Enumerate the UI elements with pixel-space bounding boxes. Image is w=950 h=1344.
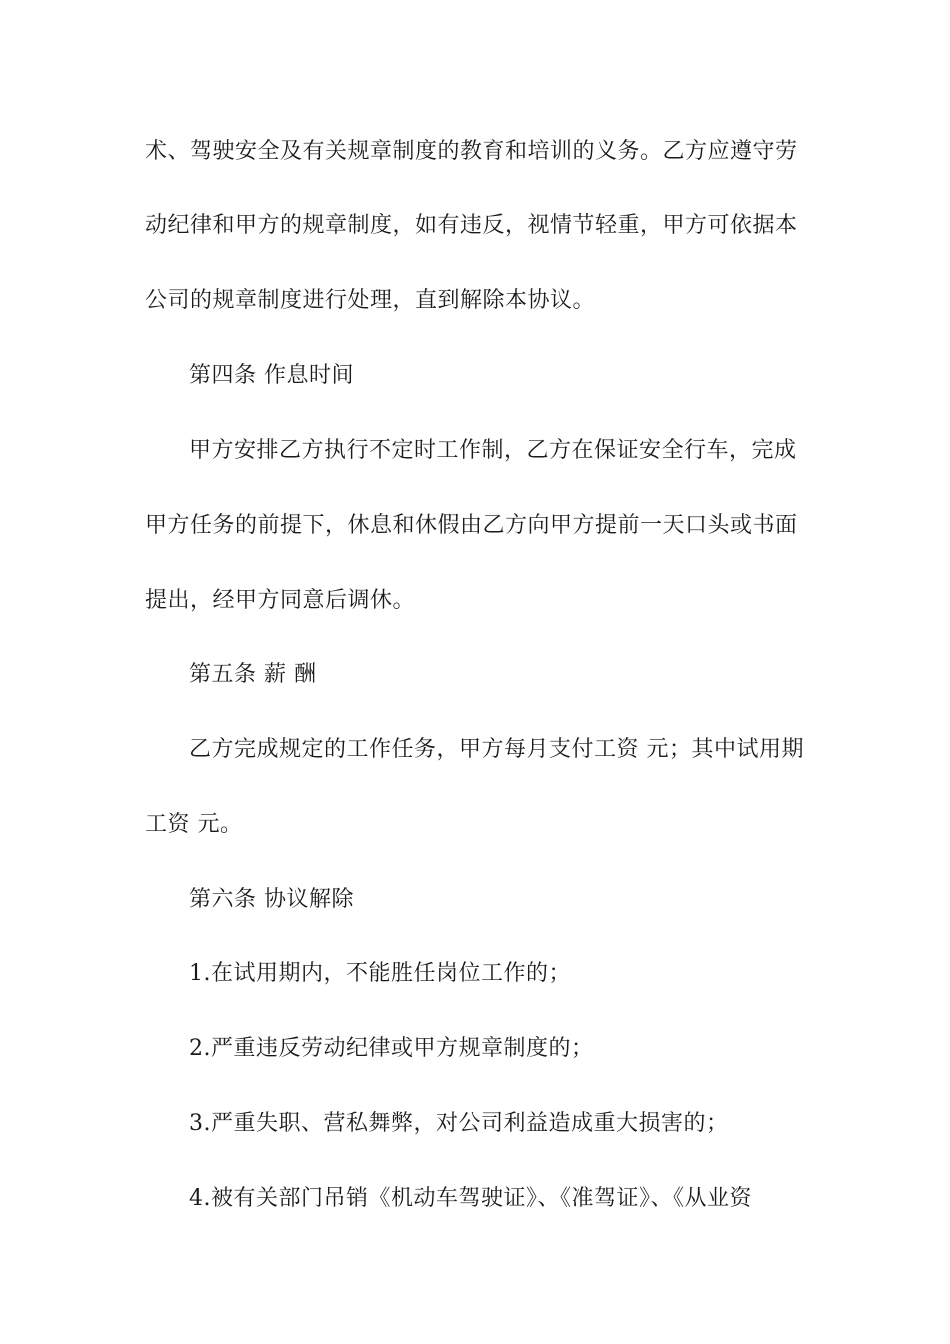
paragraph-line: 公司的规章制度进行处理，直到解除本协议。 (145, 288, 596, 313)
paragraph-line: 动纪律和甲方的规章制度，如有违反，视情节轻重，甲方可依据本 (145, 213, 798, 238)
paragraph-line: 甲方安排乙方执行不定时工作制，乙方在保证安全行车，完成 (189, 438, 797, 463)
section-heading: 第五条 薪 酬 (189, 662, 317, 687)
list-item: 3.严重失职、营私舞弊，对公司利益造成重大损害的； (189, 1111, 729, 1136)
list-item: 4.被有关部门吊销《机动车驾驶证》、《准驾证》、《从业资 (189, 1186, 752, 1211)
paragraph-line: 提出，经甲方同意后调休。 (145, 588, 416, 613)
paragraph-line: 工资 元。 (145, 812, 243, 837)
paragraph-line: 术、驾驶安全及有关规章制度的教育和培训的义务。乙方应遵守劳 (145, 139, 798, 164)
paragraph-line: 乙方完成规定的工作任务，甲方每月支付工资 元；其中试用期 (189, 737, 804, 762)
section-heading: 第四条 作息时间 (189, 363, 354, 388)
section-heading: 第六条 协议解除 (189, 887, 354, 912)
list-item: 1.在试用期内，不能胜任岗位工作的； (189, 961, 571, 986)
list-item: 2.严重违反劳动纪律或甲方规章制度的； (189, 1036, 594, 1061)
paragraph-line: 甲方任务的前提下，休息和休假由乙方向甲方提前一天口头或书面 (145, 513, 798, 538)
